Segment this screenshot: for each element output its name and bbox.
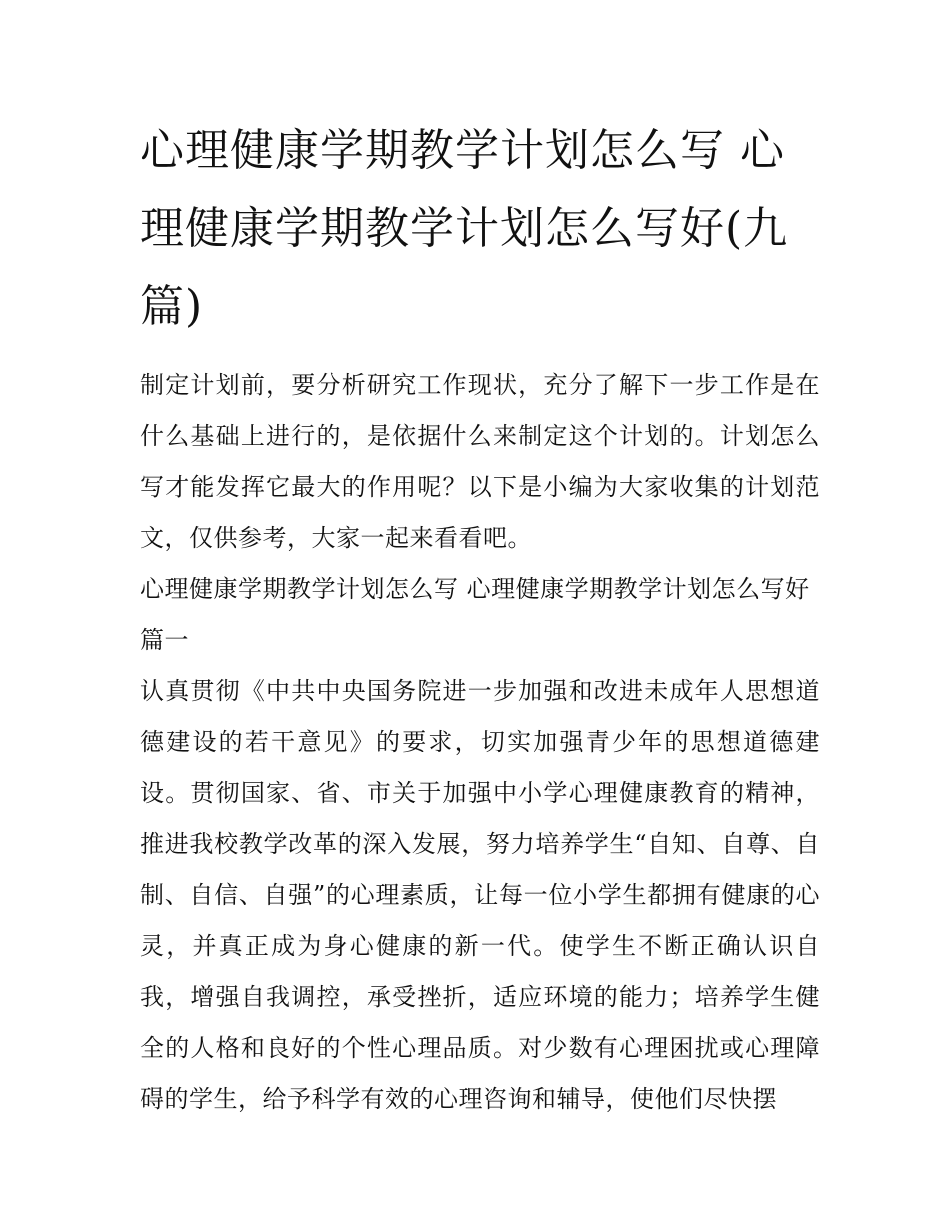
- intro-paragraph: 制定计划前，要分析研究工作现状，充分了解下一步工作是在什么基础上进行的，是依据什么来制定这个计划的。计划怎么写才能发挥它最大的作用呢？以下是小编为大家收集的计划范文，仅供参考，大家一起来看看吧。: [140, 371, 820, 552]
- document-page: [140, 112, 820, 1125]
- body-paragraph: 认真贯彻《中共中央国务院进一步加强和改进未成年人思想道德建设的若干意见》的要求，切实加强青少年的思想道德建设。贯彻国家、省、市关于加强中小学心理健康教育的精神，推进我校教学改革的深入发展，努力培养学生“自知、自尊、自制、自信、自强”的心理素质，让每一位小学生都拥有健康的心灵，并真正成为身心健康的新一代。使学生不断正确认识自我，增强自我调控，承受挫折，适应环境的能力；培养学生健全的人格和良好的个性心理品质。对少数有心理困扰或心理障碍的学生，给予科学有效的心理咨询和辅导，使他们尽快摆: [140, 677, 820, 1113]
- section-heading: 心理健康学期教学计划怎么写 心理健康学期教学计划怎么写好篇一: [140, 575, 810, 654]
- document-title: 心理健康学期教学计划怎么写 心理健康学期教学计划怎么写好(九篇): [140, 125, 789, 332]
